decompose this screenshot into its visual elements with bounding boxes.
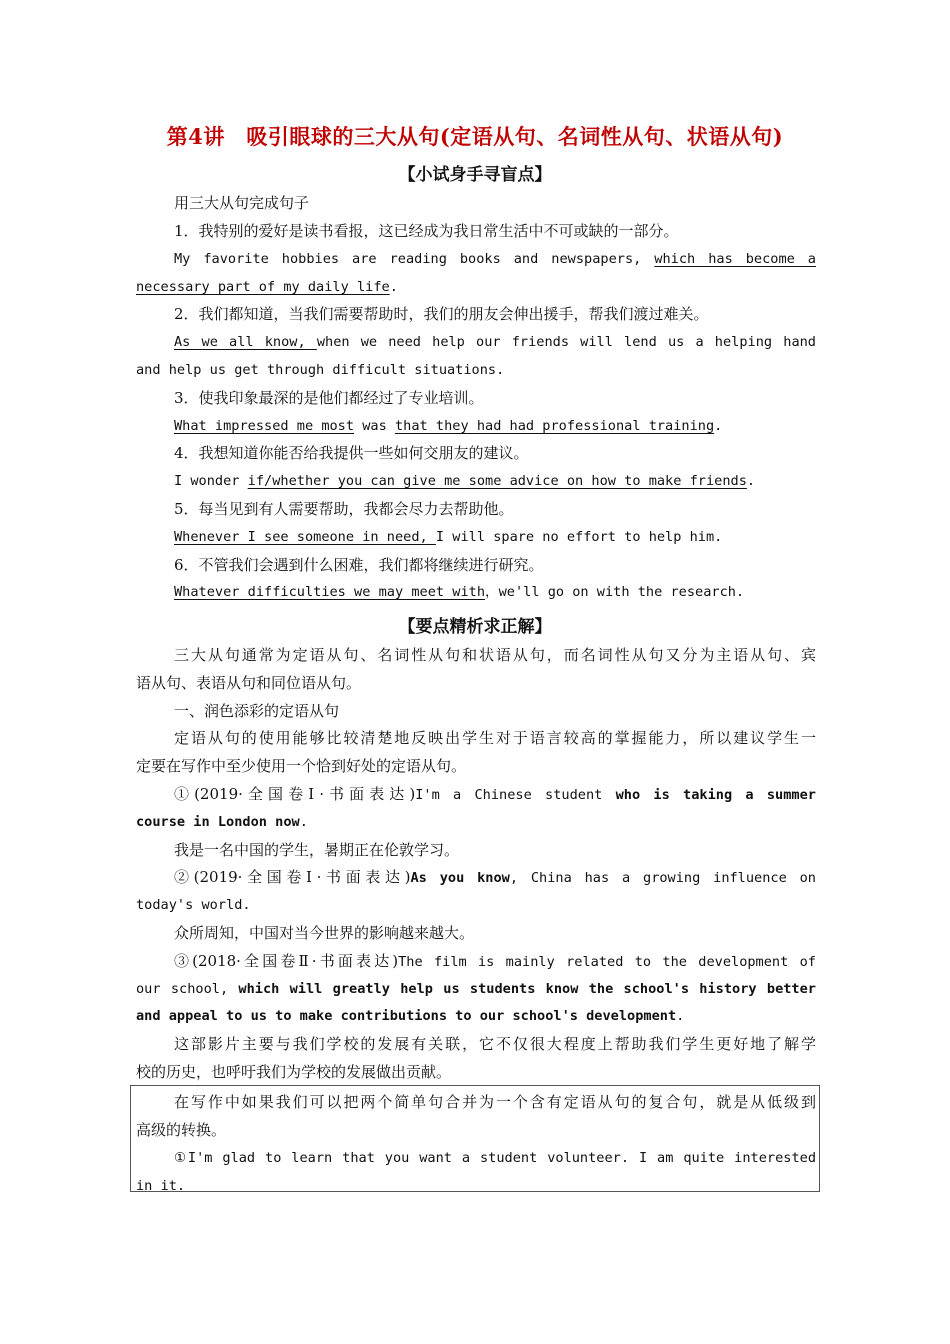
example-1-text: I'm a Chinese student [415, 787, 616, 803]
example-3-clause-cont: and appeal to us to make contributions to our school's development [136, 1008, 677, 1024]
exercise-1-english-line1 [174, 249, 816, 269]
section-heading-practice: 【小试身手寻盲点】 [398, 165, 552, 185]
exercise-5-english [174, 527, 816, 547]
example-1-translation: 我是一名中国的学生，暑期正在伦敦学习。 [174, 841, 460, 859]
exercise-4-chinese: 4．我想知道你能否给我提供一些如何交朋友的建议。 [174, 444, 529, 462]
example-1-line1 [174, 784, 816, 805]
exercise-6-english [174, 582, 816, 602]
exercise-2-chinese: 2．我们都知道，当我们需要帮助时，我们的朋友会伸出援手，帮我们渡过难关。 [174, 305, 709, 323]
exercise-5-answer: Whenever I see someone in need, [174, 529, 436, 545]
exercise-6-chinese: 6．不管我们会遇到什么困难，我们都将继续进行研究。 [174, 556, 544, 574]
part-1-paragraph-line2: 定要在写作中至少使用一个恰到好处的定语从句。 [136, 757, 467, 775]
part-1-heading: 一、润色添彩的定语从句 [174, 702, 340, 720]
example-3-translation-line2: 校的历史，也呼吁我们为学校的发展做出贡献。 [136, 1063, 452, 1081]
exercise-1-answer-cont: necessary part of my daily life [136, 279, 390, 295]
example-1-clause: who is taking a summer [615, 787, 816, 803]
exercise-2-english-line2: and help us get through difficult situations. [136, 362, 505, 378]
exercise-3-english [174, 416, 816, 436]
example-3-line3 [136, 1006, 816, 1026]
example-2-translation: 众所周知，中国对当今世界的影响越来越大。 [174, 924, 475, 942]
exercise-6-answer: Whatever difficulties we may meet with [174, 584, 485, 600]
part-1-paragraph-line1: 定语从句的使用能够比较清楚地反映出学生对于语言较高的掌握能力，所以建议学生一 [174, 729, 816, 747]
section-heading-analysis: 【要点精析求正解】 [398, 617, 552, 637]
tip-example-line2: in it. [136, 1178, 186, 1194]
exercise-4-prefix: I wonder [174, 473, 248, 489]
punctuation: . [389, 279, 398, 295]
instruction: 用三大从句完成句子 [174, 194, 310, 212]
exercise-2-answer: As we all know, [174, 334, 317, 350]
example-3-text: The film is mainly related to the development of [398, 954, 816, 970]
example-3-line1 [174, 951, 816, 972]
exercise-2-english-line1 [174, 332, 816, 352]
tip-text-line1: 在写作中如果我们可以把两个简单句合并为一个含有定语从句的复合句，就是从低级到 [174, 1093, 816, 1111]
punctuation: . [676, 1008, 685, 1024]
example-3-translation-line1: 这部影片主要与我们学校的发展有关联，它不仅很大程度上帮助我们学生更好地了解学 [174, 1035, 816, 1053]
exercise-3-chinese: 3．使我印象最深的是他们都经过了专业培训。 [174, 389, 484, 407]
tip-example-line1: ①I'm glad to learn that you want a student volunteer. I am quite interested [174, 1150, 816, 1166]
exercise-3-answer-1: What impressed me most [174, 418, 355, 434]
example-3-line2 [136, 979, 816, 999]
example-1-clause-cont: course in London now [136, 814, 300, 830]
exercise-4-english [174, 471, 816, 491]
example-2-clause: As you know [410, 870, 510, 886]
exercise-3-text: was [354, 418, 395, 434]
intro-paragraph-line2: 语从句、表语从句和同位语从句。 [136, 674, 362, 692]
example-2-line1 [174, 867, 816, 888]
punctuation: . [299, 814, 308, 830]
example-3-text-cont: our school, [136, 981, 239, 997]
exercise-1-prefix: My favorite hobbies are reading books and newspapers, [174, 251, 655, 267]
example-3-source: ③(2018·全国卷Ⅱ·书面表达) [174, 952, 399, 970]
intro-paragraph-line1: 三大从句通常为定语从句、名词性从句和状语从句，而名词性从句又分为主语从句、宾 [174, 646, 816, 664]
exercise-1-english-line2 [136, 277, 816, 297]
punctuation: . [746, 473, 756, 489]
exercise-5-chinese: 5．每当见到有人需要帮助，我都会尽力去帮助他。 [174, 500, 514, 518]
exercise-2-text: when we need help our friends will lend us a helping hand [316, 334, 816, 350]
exercise-1-chinese: 1．我特别的爱好是读书看报，这已经成为我日常生活中不可或缺的一部分。 [174, 222, 679, 240]
example-1-source: ①(2019·全国卷Ⅰ·书面表达) [174, 785, 416, 803]
exercise-6-text: ，we'll go on with the research. [485, 584, 745, 600]
example-3-clause: which will greatly help us students know the school's history better [238, 981, 816, 997]
example-2-line2: today's world. [136, 897, 251, 913]
example-2-source: ②(2019·全国卷Ⅰ·书面表达) [174, 868, 411, 886]
exercise-3-answer-2: that they had had professional training [394, 418, 715, 434]
exercise-1-answer: which has become a [654, 251, 816, 267]
example-1-line2 [136, 812, 816, 832]
tip-text-line2: 高级的转换。 [136, 1121, 227, 1139]
example-2-text: , China has a growing influence on [509, 870, 816, 886]
exercise-4-answer: if/whether you can give me some advice on how to make friends [247, 473, 747, 489]
page-title: 第4讲 吸引眼球的三大从句(定语从句、名词性从句、状语从句) [166, 124, 784, 149]
punctuation: . [714, 418, 723, 434]
exercise-5-text: I will spare no effort to help him. [435, 529, 723, 545]
